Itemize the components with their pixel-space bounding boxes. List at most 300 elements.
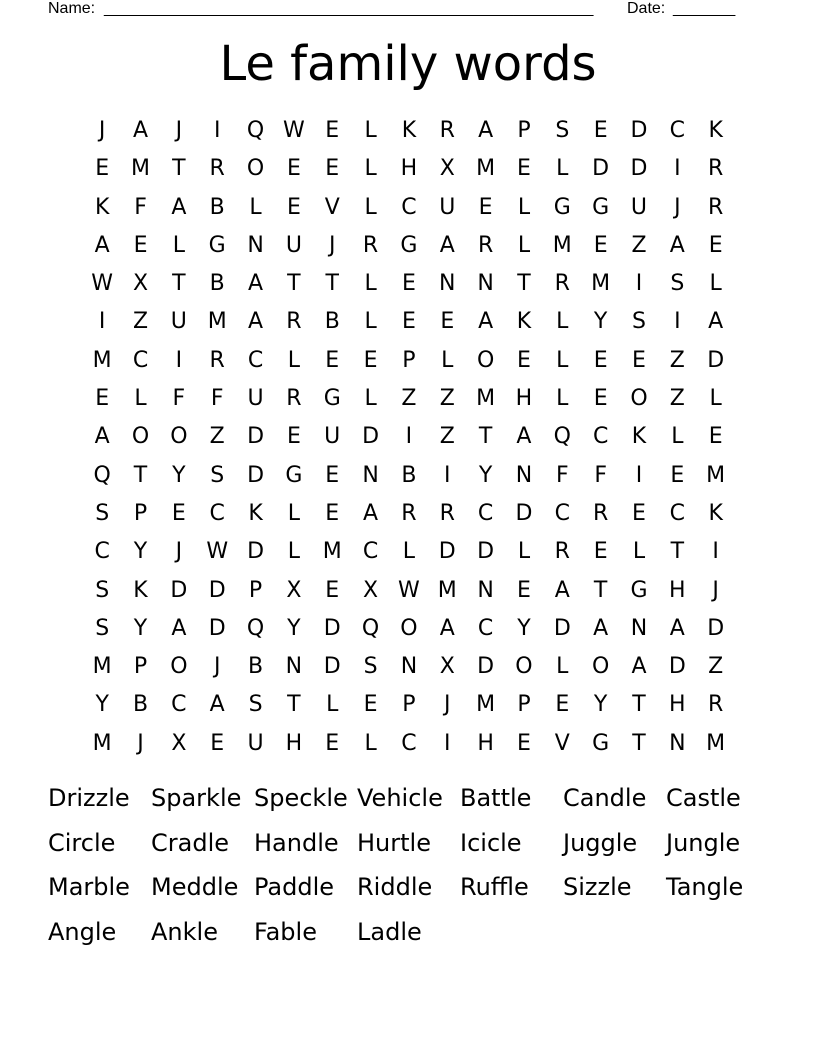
grid-letter: S xyxy=(248,692,263,718)
grid-letter: Q xyxy=(553,424,571,450)
grid-letter: L xyxy=(517,232,531,258)
grid-letter: I xyxy=(444,462,451,488)
grid-letter: R xyxy=(401,500,417,526)
grid-letter: Z xyxy=(132,309,149,335)
grid-letter: W xyxy=(283,118,305,143)
grid-letter: A xyxy=(94,232,110,258)
grid-letter: E xyxy=(133,232,148,258)
grid-letter: Z xyxy=(631,232,647,258)
grid-letter: E xyxy=(325,500,340,526)
grid-letter: R xyxy=(286,309,302,335)
grid-letter: Y xyxy=(95,692,109,718)
grid-letter: A xyxy=(478,309,494,335)
grid-letter: O xyxy=(170,424,188,450)
grid-letter: C xyxy=(132,347,149,373)
grid-letter: Y xyxy=(593,692,608,718)
grid-letter: A xyxy=(94,424,110,450)
word-bank-row xyxy=(48,865,768,910)
grid-letter: E xyxy=(95,386,110,412)
grid-letter: D xyxy=(208,615,226,641)
grid-letter: E xyxy=(325,347,340,373)
grid-letter: D xyxy=(515,500,533,526)
grid-letter: R xyxy=(209,156,225,182)
grid-letter: E xyxy=(95,156,110,182)
grid-letter: I xyxy=(405,424,413,450)
grid-letter: T xyxy=(593,577,608,603)
grid-letter: L xyxy=(517,539,531,565)
grid-letter: L xyxy=(517,194,531,220)
grid-letter: W xyxy=(398,577,420,603)
grid-letter: S xyxy=(555,118,570,143)
grid-letter: Z xyxy=(669,347,685,373)
grid-letter: E xyxy=(325,118,340,143)
grid-letter: S xyxy=(95,500,110,526)
grid-letter: M xyxy=(476,386,496,412)
grid-letter: Q xyxy=(246,615,265,641)
grid-letter: D xyxy=(247,462,265,488)
grid-letter: D xyxy=(707,615,725,641)
grid-letter: I xyxy=(444,730,451,756)
grid-letter: Y xyxy=(133,615,148,641)
date-label: Date: xyxy=(627,0,666,17)
page-title: Le family words xyxy=(219,36,597,92)
grid-letter: U xyxy=(324,424,341,450)
grid-letter: A xyxy=(669,615,685,641)
grid-letter: S xyxy=(363,654,378,680)
grid-letter: L xyxy=(364,271,377,297)
grid-letter: A xyxy=(248,309,264,335)
grid-letter: G xyxy=(208,232,226,258)
word-bank-item: Ruffle xyxy=(460,873,529,902)
grid-letter: C xyxy=(401,730,417,756)
grid-letter: A xyxy=(439,615,455,641)
grid-letter: L xyxy=(632,539,646,565)
grid-letter: D xyxy=(668,654,686,680)
grid-letter: M xyxy=(476,692,496,718)
grid-letter: E xyxy=(478,194,493,220)
grid-letter: K xyxy=(401,118,417,143)
grid-letter: U xyxy=(170,309,187,335)
grid-letter: G xyxy=(592,730,610,756)
grid-letter: P xyxy=(402,692,416,718)
grid-letter: Z xyxy=(439,386,455,412)
grid-letter: Y xyxy=(172,462,186,488)
grid-row xyxy=(83,189,735,227)
grid-letter: Y xyxy=(287,615,301,641)
grid-letter: N xyxy=(477,577,494,603)
grid-row xyxy=(83,303,735,341)
grid-letter: C xyxy=(362,539,379,565)
grid-letter: R xyxy=(362,232,379,258)
grid-letter: A xyxy=(363,500,379,526)
grid-letter: P xyxy=(517,118,531,143)
grid-letter: N xyxy=(477,271,494,297)
grid-letter: D xyxy=(477,539,495,565)
grid-letter: T xyxy=(133,462,148,488)
grid-letter: E xyxy=(593,386,608,412)
grid-letter: P xyxy=(517,692,531,718)
grid-letter: M xyxy=(437,577,457,603)
grid-letter: R xyxy=(286,386,302,412)
grid-letter: K xyxy=(708,118,723,143)
word-bank-item: Battle xyxy=(460,784,532,812)
grid-letter: C xyxy=(477,500,494,526)
grid-letter: E xyxy=(670,462,685,488)
grid-letter: F xyxy=(555,462,569,488)
grid-letter: E xyxy=(210,730,225,756)
grid-letter: E xyxy=(171,500,186,526)
grid-letter: A xyxy=(248,271,264,297)
grid-letter: T xyxy=(172,156,186,182)
grid-letter: H xyxy=(515,386,533,412)
name-label: Name: xyxy=(48,0,96,17)
grid-row xyxy=(83,265,735,303)
grid-letter: G xyxy=(285,462,303,488)
grid-letter: N xyxy=(247,232,264,258)
grid-letter: L xyxy=(287,347,301,373)
grid-letter: F xyxy=(172,386,186,412)
word-bank-item: Fable xyxy=(254,917,317,946)
grid-letter: K xyxy=(94,194,110,220)
grid-letter: M xyxy=(706,730,726,756)
grid-letter: I xyxy=(635,271,643,297)
grid-letter: J xyxy=(137,730,144,756)
word-bank-item: Hurtle xyxy=(357,828,431,857)
grid-letter: R xyxy=(209,347,225,373)
grid-letter: E xyxy=(325,462,340,488)
grid-letter: J xyxy=(674,194,681,220)
grid-letter: C xyxy=(401,194,417,220)
grid-letter: U xyxy=(247,386,264,412)
word-bank-item: Circle xyxy=(48,828,116,857)
grid-letter: K xyxy=(133,577,148,603)
grid-letter: G xyxy=(630,577,648,603)
grid-letter: J xyxy=(175,118,183,143)
grid-letter: T xyxy=(478,424,493,450)
grid-letter: J xyxy=(328,232,336,258)
grid-letter: B xyxy=(209,271,225,297)
grid-letter: D xyxy=(592,156,610,182)
grid-letter: I xyxy=(674,156,681,182)
grid-letter: D xyxy=(707,347,725,373)
grid-letter: A xyxy=(631,654,647,680)
grid-letter: T xyxy=(325,271,339,297)
grid-letter: U xyxy=(247,730,264,756)
word-bank-item: Castle xyxy=(666,784,741,812)
grid-letter: Y xyxy=(478,462,493,488)
grid-letter: Y xyxy=(593,309,608,335)
grid-letter: Z xyxy=(209,424,225,450)
grid-letter: E xyxy=(708,424,723,450)
grid-row xyxy=(83,686,735,724)
grid-letter: A xyxy=(171,194,187,220)
word-bank xyxy=(48,776,768,954)
word-bank-item: Juggle xyxy=(563,828,638,857)
grid-letter: T xyxy=(287,271,301,297)
grid-letter: M xyxy=(706,462,726,488)
grid-letter: P xyxy=(402,347,416,373)
grid-letter: K xyxy=(708,500,723,526)
word-bank-item: Cradle xyxy=(151,828,229,857)
grid-letter: B xyxy=(401,462,417,488)
grid-letter: E xyxy=(363,347,378,373)
grid-letter: O xyxy=(170,654,188,680)
grid-letter: M xyxy=(92,730,112,756)
grid-row xyxy=(83,533,735,571)
grid-letter: E xyxy=(555,692,570,718)
grid-letter: K xyxy=(516,309,532,335)
grid-letter: R xyxy=(439,500,455,526)
grid-letter: L xyxy=(364,156,377,182)
grid-letter: W xyxy=(91,271,114,297)
grid-letter: L xyxy=(134,386,147,412)
grid-letter: W xyxy=(206,539,229,565)
word-bank-item: Angle xyxy=(48,917,117,946)
word-bank-item: Ladle xyxy=(357,917,422,946)
grid-letter: D xyxy=(323,654,341,680)
grid-letter: L xyxy=(287,539,301,565)
grid-letter: I xyxy=(175,347,183,373)
name-blank-line: _______________________________________________________ xyxy=(104,0,594,17)
grid-letter: H xyxy=(669,692,686,718)
grid-letter: O xyxy=(515,654,533,680)
grid-row xyxy=(83,112,735,150)
letter-grid xyxy=(83,112,735,763)
grid-letter: O xyxy=(131,424,150,450)
word-bank-item: Ankle xyxy=(151,917,218,946)
grid-letter: C xyxy=(669,118,686,143)
grid-letter: N xyxy=(630,615,648,641)
grid-letter: F xyxy=(134,194,147,220)
grid-letter: R xyxy=(439,118,455,143)
grid-letter: L xyxy=(364,118,377,143)
grid-letter: A xyxy=(478,118,494,143)
grid-letter: M xyxy=(131,156,150,182)
grid-letter: C xyxy=(94,539,110,565)
word-bank-item: Paddle xyxy=(254,873,335,902)
grid-letter: H xyxy=(477,730,494,756)
grid-letter: V xyxy=(324,194,340,220)
grid-row xyxy=(83,380,735,418)
grid-letter: M xyxy=(476,156,496,182)
grid-letter: A xyxy=(209,692,225,718)
grid-letter: Z xyxy=(669,386,685,412)
grid-letter: A xyxy=(554,577,570,603)
grid-letter: C xyxy=(554,500,570,526)
grid-letter: E xyxy=(517,730,531,756)
grid-letter: R xyxy=(708,692,724,718)
grid-letter: R xyxy=(477,232,494,258)
word-bank-item: Candle xyxy=(563,784,647,812)
grid-letter: R xyxy=(554,539,570,565)
grid-row xyxy=(83,457,735,495)
grid-letter: L xyxy=(364,386,377,412)
grid-letter: L xyxy=(556,156,569,182)
grid-letter: D xyxy=(438,539,456,565)
grid-letter: R xyxy=(592,500,609,526)
grid-letter: H xyxy=(400,156,418,182)
grid-letter: T xyxy=(632,730,646,756)
grid-letter: E xyxy=(593,118,608,143)
grid-letter: D xyxy=(323,615,341,641)
grid-letter: E xyxy=(325,577,340,603)
word-bank-item: Sparkle xyxy=(151,784,242,812)
grid-letter: B xyxy=(132,692,149,718)
word-bank-item: Handle xyxy=(254,828,339,857)
grid-row xyxy=(83,495,735,533)
grid-letter: C xyxy=(669,500,686,526)
grid-letter: B xyxy=(248,654,264,680)
grid-letter: S xyxy=(210,462,225,488)
grid-letter: E xyxy=(286,156,301,182)
grid-letter: X xyxy=(286,577,302,603)
grid-letter: H xyxy=(669,577,686,603)
grid-letter: N xyxy=(439,271,456,297)
grid-letter: M xyxy=(552,232,572,258)
grid-letter: J xyxy=(98,118,106,143)
grid-letter: X xyxy=(439,156,455,182)
grid-letter: L xyxy=(556,347,569,373)
grid-letter: Q xyxy=(246,118,265,143)
grid-letter: S xyxy=(95,577,110,603)
grid-row xyxy=(83,227,735,265)
grid-letter: F xyxy=(210,386,224,412)
grid-letter: G xyxy=(553,194,571,220)
grid-row xyxy=(83,610,735,648)
grid-letter: E xyxy=(517,347,531,373)
grid-letter: K xyxy=(631,424,647,450)
grid-letter: E xyxy=(517,577,531,603)
grid-letter: G xyxy=(400,232,418,258)
grid-letter: M xyxy=(591,271,611,297)
grid-letter: J xyxy=(444,692,451,718)
grid-letter: C xyxy=(477,615,494,641)
grid-letter: T xyxy=(670,539,685,565)
grid-row xyxy=(83,418,735,456)
word-bank-item: Riddle xyxy=(357,873,433,902)
grid-row xyxy=(83,150,735,188)
grid-letter: D xyxy=(170,577,188,603)
grid-letter: P xyxy=(248,577,263,603)
grid-letter: L xyxy=(364,309,377,335)
word-bank-item: Vehicle xyxy=(357,784,443,812)
grid-letter: R xyxy=(708,156,724,182)
grid-letter: S xyxy=(632,309,646,335)
grid-letter: D xyxy=(630,156,648,182)
grid-letter: P xyxy=(133,654,148,680)
grid-letter: J xyxy=(175,539,183,565)
grid-letter: D xyxy=(208,577,226,603)
grid-letter: A xyxy=(593,615,609,641)
grid-letter: R xyxy=(708,194,724,220)
grid-letter: O xyxy=(246,156,265,182)
grid-letter: Q xyxy=(361,615,380,641)
grid-letter: A xyxy=(171,615,187,641)
grid-letter: J xyxy=(213,654,221,680)
grid-row xyxy=(83,725,735,763)
grid-letter: L xyxy=(402,539,416,565)
grid-letter: L xyxy=(556,309,569,335)
grid-letter: E xyxy=(401,271,416,297)
word-bank-row xyxy=(48,821,768,866)
grid-letter: E xyxy=(286,424,301,450)
grid-letter: O xyxy=(591,654,610,680)
grid-letter: I xyxy=(98,309,106,335)
grid-letter: I xyxy=(674,309,681,335)
grid-letter: L xyxy=(671,424,684,450)
grid-letter: V xyxy=(554,730,570,756)
grid-letter: D xyxy=(247,424,265,450)
word-bank-row xyxy=(48,776,768,821)
grid-letter: X xyxy=(171,730,187,756)
word-bank-item: Sizzle xyxy=(563,873,632,902)
grid-letter: B xyxy=(209,194,225,220)
grid-letter: N xyxy=(400,654,418,680)
grid-letter: C xyxy=(209,500,225,526)
grid-letter: L xyxy=(364,194,377,220)
grid-letter: L xyxy=(556,654,569,680)
grid-letter: T xyxy=(287,692,301,718)
grid-letter: E xyxy=(517,156,531,182)
grid-letter: L xyxy=(556,386,569,412)
grid-letter: G xyxy=(592,194,610,220)
grid-letter: P xyxy=(133,500,148,526)
grid-row xyxy=(83,648,735,686)
word-bank-item: Marble xyxy=(48,873,130,902)
grid-letter: L xyxy=(709,386,722,412)
word-bank-row xyxy=(48,910,768,955)
grid-letter: T xyxy=(172,271,186,297)
student-info-header xyxy=(48,0,748,20)
grid-letter: E xyxy=(632,347,646,373)
grid-letter: X xyxy=(363,577,379,603)
grid-letter: D xyxy=(247,539,265,565)
grid-letter: N xyxy=(515,462,533,488)
grid-letter: L xyxy=(326,692,339,718)
word-bank-item: Meddle xyxy=(151,873,239,902)
grid-letter: E xyxy=(440,309,455,335)
grid-letter: E xyxy=(325,730,340,756)
grid-letter: U xyxy=(439,194,456,220)
grid-letter: C xyxy=(592,424,609,450)
grid-letter: L xyxy=(441,347,454,373)
grid-letter: N xyxy=(285,654,303,680)
grid-letter: L xyxy=(709,271,722,297)
grid-letter: E xyxy=(401,309,416,335)
word-bank-item: Icicle xyxy=(460,828,522,857)
grid-letter: Y xyxy=(517,615,531,641)
grid-letter: E xyxy=(286,194,301,220)
grid-letter: M xyxy=(92,654,112,680)
grid-letter: G xyxy=(323,386,341,412)
grid-letter: H xyxy=(285,730,303,756)
grid-letter: U xyxy=(285,232,302,258)
grid-letter: K xyxy=(248,500,263,526)
grid-letter: L xyxy=(172,232,185,258)
grid-letter: Z xyxy=(401,386,417,412)
grid-letter: O xyxy=(476,347,495,373)
grid-letter: A xyxy=(669,232,685,258)
word-bank-item: Jungle xyxy=(666,828,741,857)
grid-letter: Q xyxy=(93,462,111,488)
grid-row xyxy=(83,572,735,610)
grid-letter: D xyxy=(362,424,380,450)
grid-letter: T xyxy=(517,271,531,297)
grid-letter: L xyxy=(249,194,262,220)
grid-letter: J xyxy=(712,577,719,603)
grid-letter: B xyxy=(324,309,340,335)
grid-letter: E xyxy=(593,347,608,373)
